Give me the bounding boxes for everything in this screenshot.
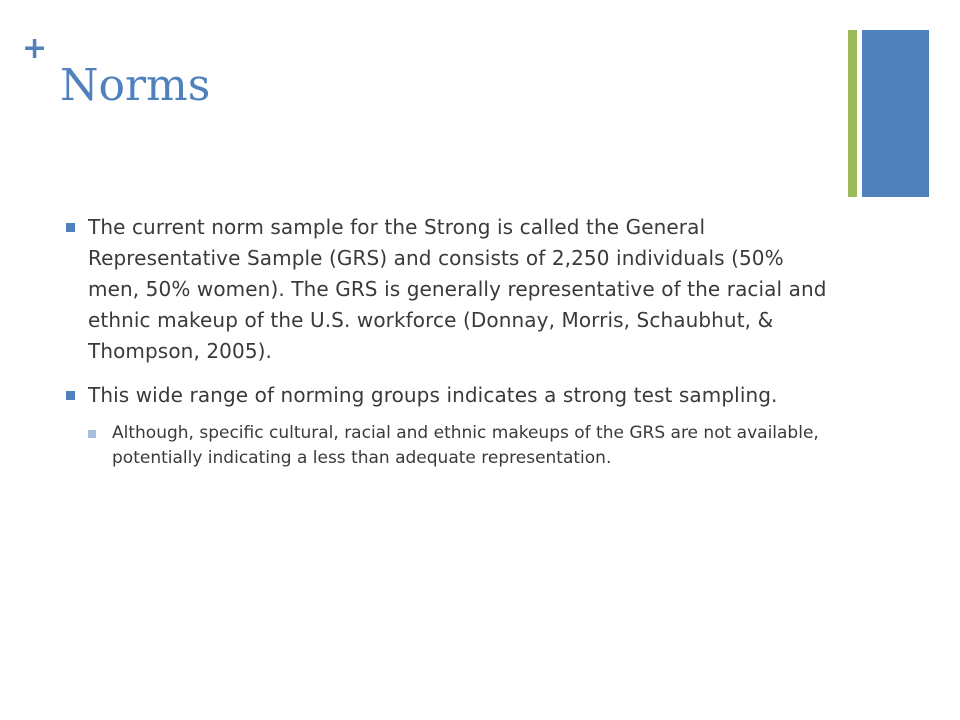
slide-content [66,212,836,471]
bullet-item [66,380,836,411]
bullet-item [66,212,836,367]
accent-bar-blue [862,30,929,197]
plus-icon: + [22,31,48,66]
sub-bullet-text: Although, specific cultural, racial and ethnic makeups of the GRS are not available, potentially indicating a less than adequate representation. [112,423,819,468]
square-sub-bullet-icon [88,430,96,438]
accent-bar-green [848,30,857,197]
sub-bullet-item [88,421,836,471]
bullet-text: The current norm sample for the Strong is called the General Representative Sample (GRS) and consists of 2,250 individuals (50% men, 50% women). The GRS is generally representative of the racial and ethnic makeup of the U.S. workforce (Donnay, Morris, Schaubhut, & Thompson, 2005). [88,215,827,363]
slide-title: Norms [60,60,211,111]
square-bullet-icon [66,223,75,232]
bullet-text: This wide range of norming groups indicates a strong test sampling. [88,383,778,407]
square-bullet-icon [66,391,75,400]
